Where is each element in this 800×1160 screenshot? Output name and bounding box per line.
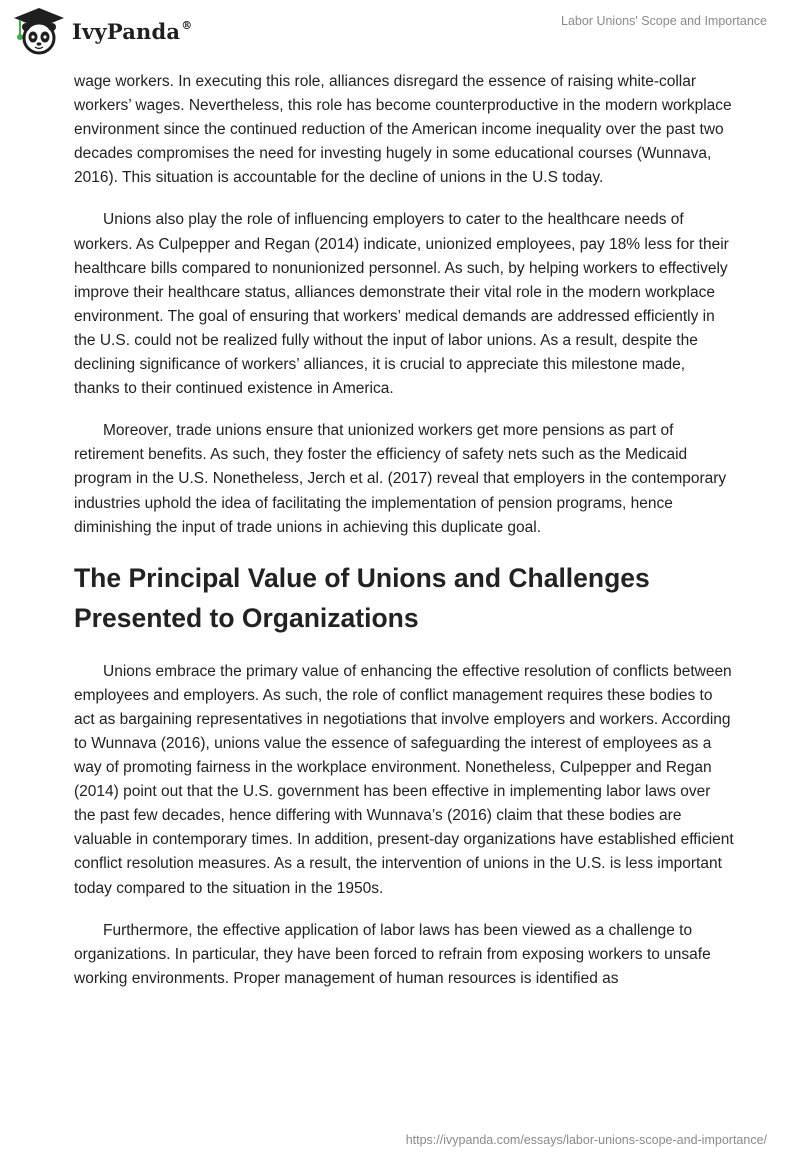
brand-name: IvyPanda® bbox=[72, 18, 193, 44]
paragraph-5: Furthermore, the effective application of labor laws has been viewed as a challenge to organizations. In particular, they have been forced to refrain from exposing workers to unsafe working environments. Proper management of human resources is identified as bbox=[74, 921, 711, 987]
paragraph-1: wage workers. In executing this role, alliances disregard the essence of raising white-collar workers’ wages. Nevertheless, this role has become counterproductive in the modern workplace environment since the continued reduction of the American income inequality over the past two decades compromises the need for investing hugely in some educational courses (Wunnava, 2016). This situation is accountable for the decline of unions in the U.S today. bbox=[74, 73, 732, 187]
brand-logo[interactable] bbox=[12, 6, 192, 56]
registered-mark: ® bbox=[181, 18, 193, 32]
section-heading: The Principal Value of Unions and Challenges Presented to Organizations bbox=[74, 562, 650, 633]
paragraph-2: Unions also play the role of influencing employers to cater to the healthcare needs of workers. As Culpepper and Regan (2014) indicate, unionized employees, pay 18% less for their healthcare bills compared to nonunionized personnel. As such, by helping workers to effectively improve their healthcare status, alliances demonstrate their vital role in the modern workplace environment. The goal of ensuring that workers’ medical demands are addressed efficiently in the U.S. could not be realized fully without the input of labor unions. As a result, despite the declining significance of workers’ alliances, it is crucial to appreciate this milestone made, thanks to their continued existence in America. bbox=[74, 211, 729, 398]
paragraph-3: Moreover, trade unions ensure that unionized workers get more pensions as part of retirement benefits. As such, they foster the efficiency of safety nets such as the Medicaid program in the U.S. Nonetheless, Jerch et al. (2017) reveal that employers in the contemporary industries uphold the idea of facilitating the implementation of pension programs, hence diminishing the input of trade unions in achieving this duplicate goal. bbox=[74, 422, 727, 536]
document-title: Labor Unions' Scope and Importance bbox=[561, 14, 767, 28]
essay-body bbox=[74, 70, 734, 1009]
source-url[interactable]: https://ivypanda.com/essays/labor-unions-scope-and-importance/ bbox=[405, 1133, 767, 1147]
paragraph-4: Unions embrace the primary value of enhancing the effective resolution of conflicts between employees and employers. As such, the role of conflict management requires these bodies to act as bargaining representatives in negotiations that involve employers and workers. According to Wunnava (2016), unions value the essence of safeguarding the interest of employees as a way of promoting fairness in the workplace environment. Nonetheless, Culpepper and Regan (2014) point out that the U.S. government has been effective in implementing labor laws over the past few decades, hence differing with Wunnava’s (2016) claim that these bodies are valuable in contemporary times. In addition, present-day organizations have established efficient conflict resolution measures. As a result, the intervention of unions in the U.S. is less important today compared to the situation in the 1950s. bbox=[74, 662, 734, 897]
panda-mascot-icon bbox=[12, 6, 66, 56]
page-header bbox=[0, 0, 800, 70]
